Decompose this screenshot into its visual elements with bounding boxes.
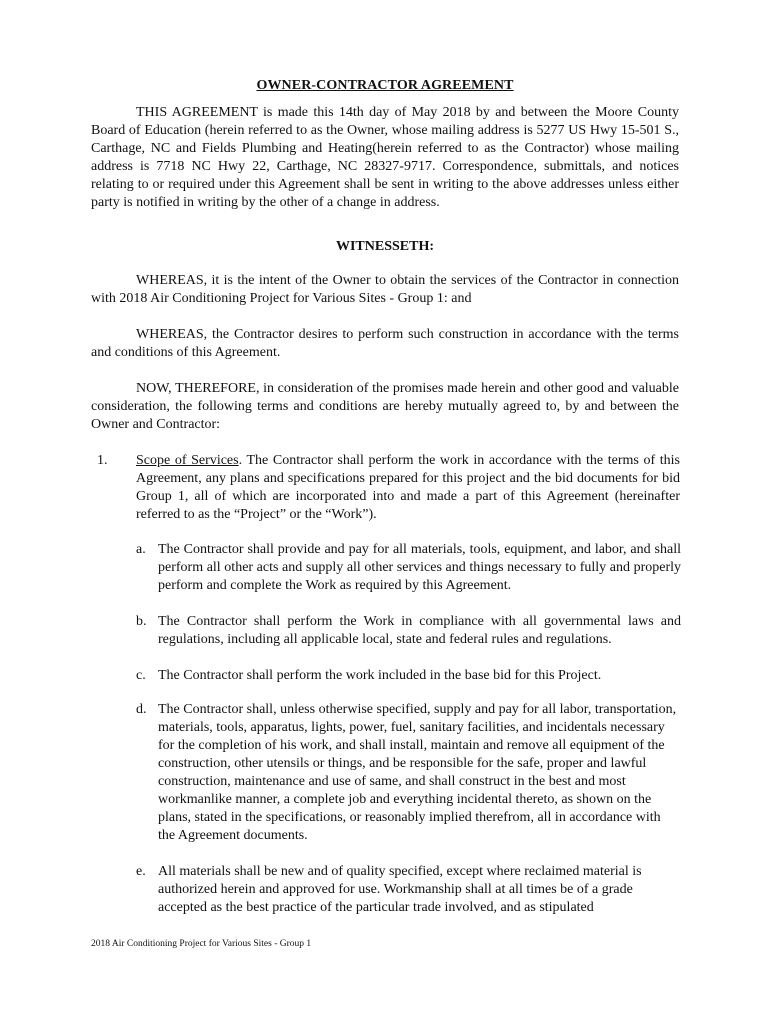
section-number: 1. [97, 453, 108, 468]
subitem-text: The Contractor shall, unless otherwise specified, supply and pay for all labor, transportation, materials, tools, apparatus, lights, power, fuel, sanitary facilities, and incidentals necessary for the completion of his work, and shall install, maintain and remove all equipment of the construction, other utensils or things, and be responsible for the safe, proper and lawful construction, maintenance and use of same, and shall construct in the best and most workmanlike manner, a complete job and everything incidental thereto, as shown on the plans, stated in the specifications, or reasonably implied therefrom, all in accordance with the Agreement documents. [158, 702, 677, 843]
subitem-text: The Contractor shall perform the work included in the base bid for this Project. [158, 668, 602, 683]
subitem-letter: c. [136, 668, 146, 683]
now-therefore-paragraph: NOW, THEREFORE, in consideration of the promises made herein and other good and valuable consideration, the following terms and conditions are hereby mutually agreed to, by and between the Owner and Contractor: [91, 381, 679, 432]
subitem-letter: a. [136, 542, 146, 557]
subitem-text: The Contractor shall perform the Work in compliance with all governmental laws and regulations, including all applicable local, state and federal rules and regulations. [158, 614, 681, 647]
subitem-text: All materials shall be new and of quality specified, except where reclaimed material is authorized herein and approved for use. Workmanship shall at all times be of a grade accepted as the best practice of the particular trade involved, and as stipulated [158, 864, 642, 915]
section-text: . The Contractor shall perform the work in accordance with the terms of this Agreement, any plans and specifications prepared for this project and the bid documents for bid Group 1, all of which are incorporated into and made a part of this Agreement (hereinafter referred to as the “Project” or the “Work”). [136, 453, 680, 522]
subitem-text: The Contractor shall provide and pay for all materials, tools, equipment, and labor, and shall perform all other acts and supply all other services and things necessary to fully and properly perform and complete the Work as required by this Agreement. [158, 542, 681, 593]
page-footer: 2018 Air Conditioning Project for Various Sites - Group 1 [91, 939, 312, 949]
whereas-paragraph-1: WHEREAS, it is the intent of the Owner to obtain the services of the Contractor in connection with 2018 Air Conditioning Project for Various Sites - Group 1: and [91, 273, 679, 306]
intro-paragraph: THIS AGREEMENT is made this 14th day of May 2018 by and between the Moore County Board of Education (herein referred to as the Owner, whose mailing address is 5277 US Hwy 15-501 S., Carthage, NC and Fields Plumbing and Heating(herein referred to as the Contractor) whose mailing address is 7718 NC Hwy 22, Carthage, NC 28327-9717. Correspondence, submittals, and notices relating to or required under this Agreement shall be sent in writing to the above addresses unless either party is notified in writing by the other of a change in address. [91, 105, 679, 210]
subitem-letter: b. [136, 614, 147, 629]
whereas-paragraph-2: WHEREAS, the Contractor desires to perform such construction in accordance with the terms and conditions of this Agreement. [91, 327, 679, 360]
witnesseth-heading: WITNESSETH: [335, 239, 435, 254]
section-heading: Scope of Services [136, 453, 239, 468]
section-body [136, 452, 680, 524]
subitem-letter: e. [136, 864, 146, 879]
subitem-letter: d. [136, 702, 147, 717]
document-title: OWNER-CONTRACTOR AGREEMENT [256, 78, 514, 93]
